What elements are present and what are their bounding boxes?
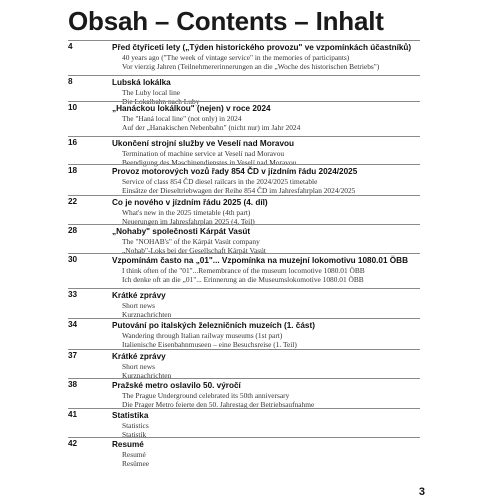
toc-subtitle-en: Wandering through Italian railway museums (1st part) bbox=[122, 331, 283, 340]
toc-page-number: 22 bbox=[68, 197, 78, 206]
toc-subtitle-de: Auf der „Hanakischen Nebenbahn" (nicht nur) im Jahr 2024 bbox=[122, 123, 301, 132]
toc-entry[interactable] bbox=[68, 318, 420, 349]
toc-entry[interactable] bbox=[68, 253, 420, 284]
toc-subtitle-de: Italienische Eisenbahnmuseen – eine Besuchsreise (1. Teil) bbox=[122, 340, 297, 349]
toc-subtitle-de: Beendigung des Maschinendienstes in Veselí nad Moravou bbox=[122, 158, 297, 167]
toc-heading: Vzpomínám často na „01"... Vzpomínka na muzejní lokomotivu 1080.01 ÖBB bbox=[112, 256, 408, 265]
toc-heading: Ukončení strojní služby ve Veselí nad Moravou bbox=[112, 139, 294, 148]
toc-heading: Co je nového v jízdním řádu 2025 (4. díl) bbox=[112, 198, 268, 207]
toc-heading: Putování po italských železničních muzeích (1. část) bbox=[112, 321, 315, 330]
toc-page-number: 28 bbox=[68, 226, 78, 235]
toc-subtitle-de: Resümee bbox=[122, 459, 150, 468]
toc-page-number: 10 bbox=[68, 103, 78, 112]
toc-entry[interactable] bbox=[68, 101, 420, 132]
toc-heading: Resumé bbox=[112, 440, 144, 449]
toc-page-number: 4 bbox=[68, 42, 73, 51]
toc-heading: Lubská lokálka bbox=[112, 78, 171, 87]
toc-entry[interactable] bbox=[68, 437, 420, 468]
toc-entry[interactable] bbox=[68, 224, 420, 255]
page-title: Obsah – Contents – Inhalt bbox=[68, 6, 384, 36]
toc-subtitle-en: Short news bbox=[122, 301, 156, 310]
toc-heading: Provoz motorových vozů řady 854 ČD v jízdním řádu 2024/2025 bbox=[112, 167, 358, 176]
toc-entry[interactable] bbox=[68, 408, 420, 439]
toc-heading: Krátké zprávy bbox=[112, 352, 166, 361]
toc-subtitle-en: The "NOHAB's" of the Kárpát Vasút company bbox=[122, 237, 260, 246]
toc-page-number: 30 bbox=[68, 255, 78, 264]
toc-heading: „Nohaby" společnosti Kárpát Vasút bbox=[112, 227, 251, 236]
toc-subtitle-de: Vor vierzig Jahren (Teilnehmererinnerungen an die „Woche des historischen Betriebs") bbox=[122, 62, 380, 71]
toc-heading: Pražské metro oslavilo 50. výročí bbox=[112, 381, 241, 390]
toc-page-number: 16 bbox=[68, 138, 78, 147]
toc-page-number: 38 bbox=[68, 380, 78, 389]
toc-subtitle-de: Ich denke oft an die „01"... Erinnerung an die Museumslokomotive 1080.01 ÖBB bbox=[122, 275, 364, 284]
toc-subtitle-de: Kurznachrichten bbox=[122, 310, 172, 319]
toc-subtitle-de: Statistik bbox=[122, 430, 147, 439]
toc-page-number: 34 bbox=[68, 320, 78, 329]
toc-subtitle-en: The Luby local line bbox=[122, 88, 181, 97]
toc-subtitle-en: What's new in the 2025 timetable (4th part) bbox=[122, 208, 251, 217]
toc-heading: Statistika bbox=[112, 411, 149, 420]
toc-page-number: 42 bbox=[68, 439, 78, 448]
toc-subtitle-en: Resumé bbox=[122, 450, 146, 459]
toc-page-number: 18 bbox=[68, 166, 78, 175]
toc-subtitle-de: Einsätze der Dieseltriebwagen der Reihe 854 ČD im Jahresfahrplan 2024/2025 bbox=[122, 186, 356, 195]
toc-entry[interactable] bbox=[68, 195, 420, 226]
toc-page-number: 41 bbox=[68, 410, 78, 419]
toc-subtitle-de: Kurznachrichten bbox=[122, 371, 172, 380]
toc-subtitle-de: Die Lokalbahn nach Luby bbox=[122, 97, 200, 106]
toc-entry[interactable] bbox=[68, 288, 420, 319]
toc-subtitle-en: Termination of machine service at Veselí nad Moravou bbox=[122, 149, 285, 158]
toc-subtitle-en: Service of class 854 ČD diesel railcars in the 2024/2025 timetable bbox=[122, 177, 318, 186]
toc-subtitle-en: The "Haná local line" (not only) in 2024 bbox=[122, 114, 242, 123]
toc-page-number: 37 bbox=[68, 351, 78, 360]
toc-entry[interactable] bbox=[68, 164, 420, 195]
toc-page-number: 33 bbox=[68, 290, 78, 299]
toc-subtitle-en: I think often of the "01"...Remembrance of the museum locomotive 1080.01 ÖBB bbox=[122, 266, 365, 275]
toc-subtitle-en: Statistics bbox=[122, 421, 149, 430]
toc-subtitle-de: Die Prager Metro feierte den 50. Jahrestag der Betriebsaufnahme bbox=[122, 400, 315, 409]
toc-heading: Krátké zprávy bbox=[112, 291, 166, 300]
toc-heading: Před čtyřiceti lety („Týden historického provozu" ve vzpomínkách účastníků) bbox=[112, 43, 412, 52]
toc-heading: „Hanáckou lokálkou" (nejen) v roce 2024 bbox=[112, 104, 271, 113]
toc-entry[interactable] bbox=[68, 378, 420, 409]
toc-entry[interactable] bbox=[68, 349, 420, 380]
toc-subtitle-en: Short news bbox=[122, 362, 156, 371]
toc-subtitle-de: Neuerungen im Jahresfahrplan 2025 (4. Teil) bbox=[122, 217, 255, 226]
toc-subtitle-en: The Prague Underground celebrated its 50th anniversary bbox=[122, 391, 290, 400]
toc-entry[interactable] bbox=[68, 136, 420, 167]
toc-subtitle-en: 40 years ago ("The week of vintage service" in the memories of participants) bbox=[122, 53, 350, 62]
toc-subtitle-de: „Nohab"-Loks bei der Gesellschaft Kárpát Vasút bbox=[122, 246, 266, 255]
page-number: 3 bbox=[418, 486, 425, 498]
toc-page-number: 8 bbox=[68, 77, 73, 86]
